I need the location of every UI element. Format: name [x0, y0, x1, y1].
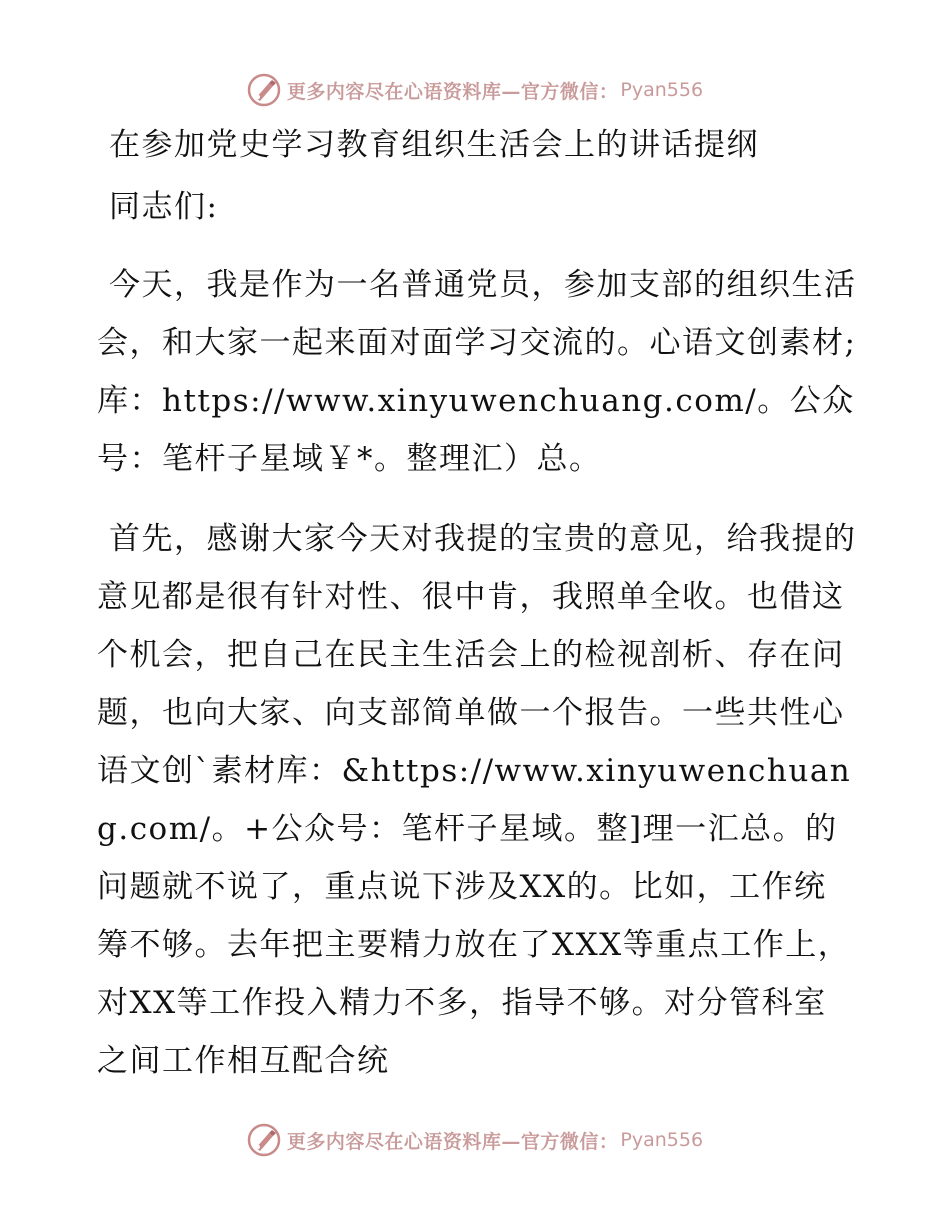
- watermark-handle: Pyan556: [620, 1129, 704, 1151]
- pen-logo-icon: [247, 1123, 281, 1157]
- document-body: [97, 120, 857, 1090]
- paragraph: 首先，感谢大家今天对我提的宝贵的意见，给我提的意见都是很有针对性、很中肯，我照单全收。也借这个机会，把自己在民主生活会上的检视剖析、存在问题，也向大家、向支部简单做一个报告。一些共性心语文创`素材库：&https://www.xinyuwenchuang.com/。+公众号：笔杆子星域。整]理一汇总。的问题就不说了，重点说下涉及XX的。比如，工作统筹不够。去年把主要精力放在了XXX等重点工作上，对XX等工作投入精力不多，指导不够。对分管科室之间工作相互配合统: [97, 521, 857, 1079]
- greeting: 同志们:: [109, 189, 219, 225]
- watermark-text: 更多内容尽在心语资料库—官方微信：: [286, 1130, 619, 1153]
- watermark-text: 更多内容尽在心语资料库—官方微信：: [286, 80, 619, 103]
- footer-watermark: [0, 1120, 950, 1160]
- watermark-handle: Pyan556: [620, 79, 704, 101]
- document-title: 在参加党史学习教育组织生活会上的讲话提纲: [109, 127, 759, 163]
- paragraph: 今天，我是作为一名普通党员，参加支部的组织生活会，和大家一起来面对面学习交流的。心语文创素材;库：https://www.xinyuwenchuang.com/。公众号：笔杆子星域￥*。整理汇）总。: [97, 267, 857, 477]
- pen-logo-icon: [247, 73, 281, 107]
- header-watermark: [0, 70, 950, 110]
